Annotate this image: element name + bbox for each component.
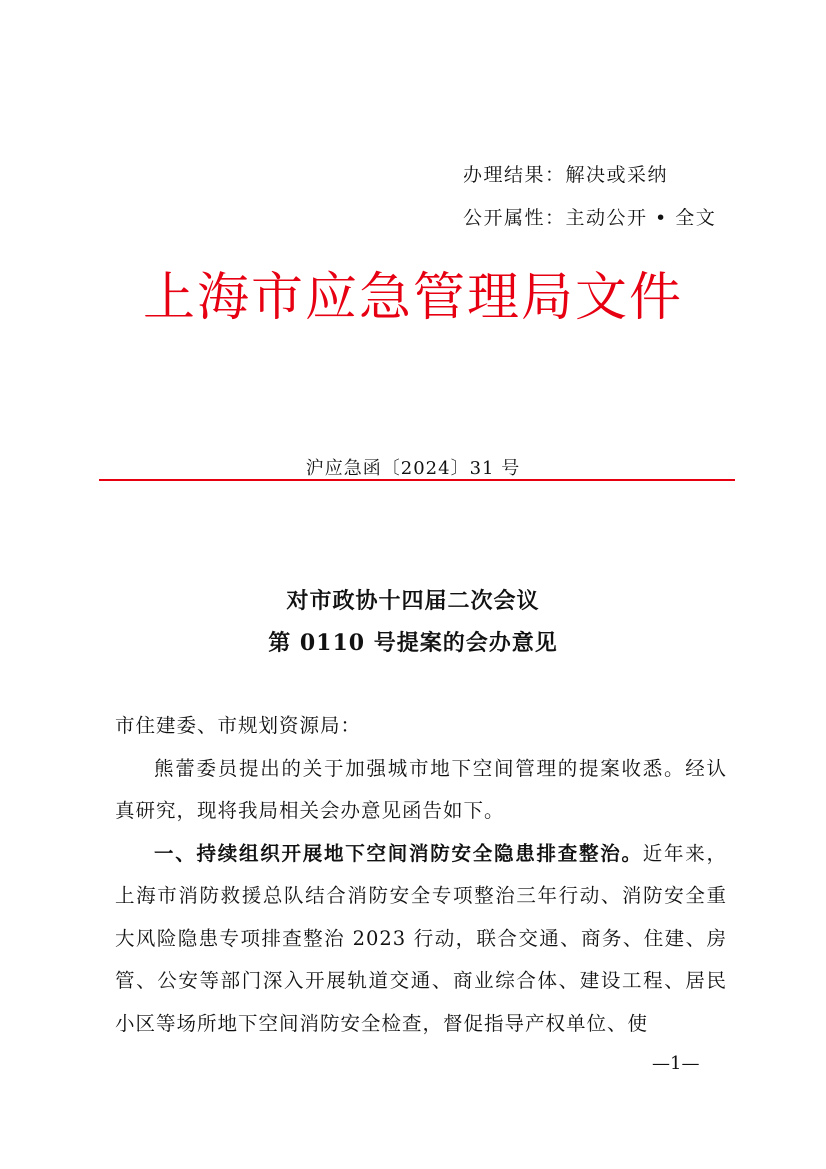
addressee: 市住建委、市规划资源局：: [115, 714, 362, 737]
intro-paragraph: 熊蕾委员提出的关于加强城市地下空间管理的提案收悉。经认真研究，现将我局相关会办意见函告如下。: [115, 756, 727, 822]
document-title-line-1: 对市政协十四届二次会议: [286, 588, 540, 614]
section-1-paragraph: [115, 833, 727, 1046]
section-1-heading: 一、持续组织开展地下空间消防安全隐患排查整治。: [154, 841, 643, 865]
page-number: —1—: [652, 1053, 700, 1074]
document-header: 上海市应急管理局文件: [142, 268, 683, 328]
document-number: 沪应急函〔2024〕31 号: [305, 458, 521, 479]
handling-result: 办理结果：解决或采纳: [463, 164, 669, 186]
disclosure-attribute: 公开属性：主动公开 • 全文: [463, 207, 717, 229]
document-title-line-2: 第 0110 号提案的会办意见: [268, 630, 558, 656]
document-body: [115, 705, 727, 1045]
section-1-text: 近年来，上海市消防救援总队结合消防安全专项整治三年行动、消防安全重大风险隐患专项排查整治 2023 行动，联合交通、商务、住建、房管、公安等部门深入开展轨道交通、商业综合体、建设工程、居民小区等场所地下空间消防安全检查，督促指导产权单位、使: [115, 841, 727, 1035]
red-separator-line: [99, 479, 735, 481]
